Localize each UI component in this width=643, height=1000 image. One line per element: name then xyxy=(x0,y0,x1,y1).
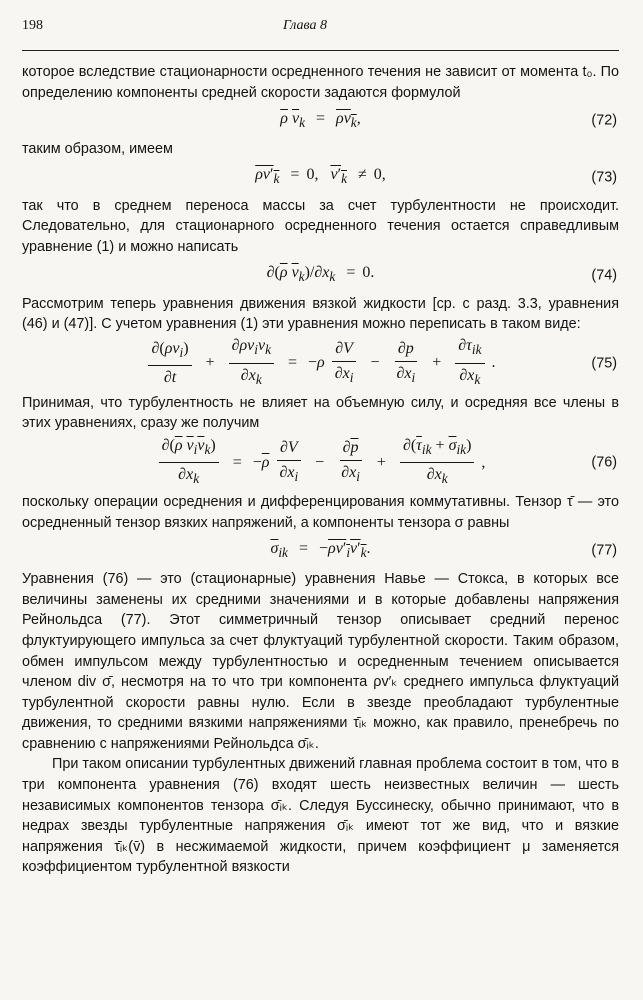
paragraph-6: поскольку операции осреднения и дифференцирования коммутативны. Тензор τ̄ — это осредненный тензор вязких напряжений, а компоненты тензора σ равны xyxy=(22,493,619,531)
equation-number-76: (76) xyxy=(591,454,617,471)
equation-number-74: (74) xyxy=(591,267,617,284)
paragraph-1: которое вследствие стационарности осредненного течения не зависит от момента t₀. По определению компоненты средней скорости задаются формулой xyxy=(22,64,619,101)
running-head: Глава 8 xyxy=(283,18,327,33)
page-number: 198 xyxy=(22,18,43,33)
equation-72: $\overline{\rho}$ $\overline{v}_k = \rho v_k$, (72) xyxy=(280,109,617,130)
paragraph-2: таким образом, имеем xyxy=(22,141,173,158)
equation-76: $\frac{\partial(\overline{\rho} \overline{v}_i\overline{v}_k)}{\partial x_k}$ = $-\overline{\rho}$ $\frac{\partial V}{\partial x_i}$ − $\frac{\partial\overline{p}}{\partial x_i}$ + $\frac{\partial(\overline{\tau}_{ik} + \overline{\sigma}_{ik})}{\partial x_k}$ , (76) xyxy=(22,434,619,492)
equation-77: $\overline{\sigma}_{ik} = -\rho v'_iv'_k$. (77) xyxy=(270,539,617,560)
equation-75: $\frac{\partial(\rho v_i)}{\partial t}$ + $\frac{\partial\rho v_iv_k}{\partial x_k}$ = −ρ $\frac{\partial V}{\partial x_i}$ − $\frac{\partial p}{\partial x_i}$ + $\frac{\partial\tau_{ik}}{\partial x_k}$ . (75) xyxy=(22,335,619,393)
paragraph-4: Рассмотрим теперь уравнения движения вязкой жидкости [ср. с разд. 3.3, уравнения (46) и (47)]. С учетом уравнения (1) эти уравнения можно переписать в таком виде: xyxy=(22,295,619,333)
page-body xyxy=(22,62,619,878)
paragraph-5: Принимая, что турбулентность не влияет на объемную силу, и осредняя все члены в этих уравнениях, сразу же получим xyxy=(22,394,619,432)
equation-number-72: (72) xyxy=(591,112,617,129)
equation-73: $\rho v'_k = 0$, $v'_k \ne 0$, (73) xyxy=(255,166,617,187)
header-rule xyxy=(22,50,619,51)
equation-number-77: (77) xyxy=(591,542,617,559)
equation-number-73: (73) xyxy=(591,169,617,186)
paragraph-3: так что в среднем переноса массы за счет турбулентности не происходит. Следовательно, для стационарного осредненного течения остается справедливым уравнение (1) и можно написать xyxy=(22,197,619,255)
equation-74: $\partial(\overline{\rho}$ $\overline{v}_k)/\partial x_k = 0$. (74) xyxy=(266,264,617,285)
equation-number-75: (75) xyxy=(591,355,617,372)
paragraph-7: Уравнения (76) — это (стационарные) уравнения Навье — Стокса, в которых все величины заменены их средними значениями и в которые добавлены напряжения Рейнольдса (77). Этот симметричный тензор описывает средний перенос флуктуирующего импульса за счет флуктуаций турбулентной скорости. Таким образом, обмен импульсом между турбулентностью и осредненным течением описывается членом div σ̄, несмотря на то что три компонента ρv′ₖ среднего импульса флуктуаций турбулентной скорости равны нулю. Если в звезде преобладают турбулентные движения, то средними вязкими напряжениями τ̄ᵢₖ можно, как правило, пренебречь по сравнению с напряжениями Рейнольдса σ̄ᵢₖ. xyxy=(22,571,619,752)
paragraph-8: При таком описании турбулентных движений главная проблема состоит в том, что в три компонента уравнения (76) входят шесть неизвестных величин — шесть независимых компонентов тензора σ̄ᵢₖ. Следуя Буссинеску, обычно принимают, что в недрах звезды турбулентные напряжения σ̄ᵢₖ имеют тот же вид, что и вязкие напряжения τ̄ᵢₖ(v̄) в несжимаемой жидкости, причем коэффициент μ заменяется коэффициентом турбулентной вязкости xyxy=(22,756,619,876)
